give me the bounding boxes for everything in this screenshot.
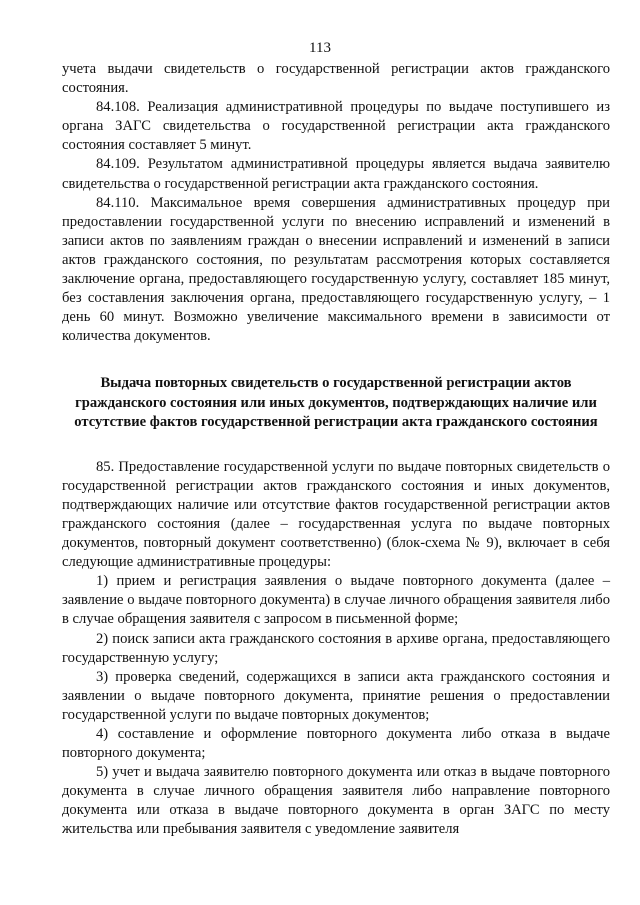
paragraph-84-110: 84.110. Максимальное время совершения административных процедур при предоставлении государственной услуги по внесению исправлений и изменений в записи актов по заявлениям граждан о внесении исправлений и изменений в записи актов гражданского состояния, по результатам рассмотрения которых составляется заключение органа, предоставляющего государственную услугу, составляет 185 минут, без составления заключения органа, предоставляющего государственную услугу, – 1 день 60 минут. Возможно увеличение максимального времени в зависимости от количества документов. [62,194,610,345]
list-item-3: 3) проверка сведений, содержащихся в записи акта гражданского состояния и заявлении о выдаче повторного документа, принятие решения о предоставлении государственной услуги по выдаче повторных документов; [62,668,610,723]
paragraph-84-108: 84.108. Реализация административной процедуры по выдаче поступившего из органа ЗАГС свидетельства о государственной регистрации акта гражданского состояния составляет 5 минут. [62,99,610,154]
list-item-5: 5) учет и выдача заявителю повторного документа или отказ в выдаче повторного документа в случае личного обращения заявителя либо направление повторного документа или отказа в выдаче повторного документа в орган ЗАГС по месту жительства или пребывания заявителя с уведомление заявителя [62,764,610,838]
document-body [62,60,610,840]
list-item-2: 2) поиск записи акта гражданского состояния в архиве органа, предоставляющего государственную услугу; [62,630,610,666]
list-item-1: 1) прием и регистрация заявления о выдаче повторного документа (далее – заявление о выдаче повторного документа) в случае личного обращения заявителя либо в случае обращения заявителя с запросом в письменной форме; [62,573,610,628]
list-item-4: 4) составление и оформление повторного документа либо отказа в выдаче повторного документа; [62,726,610,762]
page-number: 113 [309,40,331,56]
paragraph-85: 85. Предоставление государственной услуги по выдаче повторных свидетельств о государственной регистрации актов гражданского состояния и иных документов, подтверждающих наличие или отсутствие фактов государственной регистрации актов гражданского состояния (далее – государственная услуга по выдаче повторных документов, повторный документ соответственно) (блок-схема № 9), включает в себя следующие административные процедуры: [62,458,610,571]
section-heading: Выдача повторных свидетельств о государственной регистрации актов гражданского состояния или иных документов, подтверждающих наличие или отсутствие фактов государственной регистрации акта гражданского состояния [74,375,598,430]
paragraph-continuation: учета выдачи свидетельств о государственной регистрации актов гражданского состояния. [62,61,610,97]
paragraph-84-109: 84.109. Результатом административной процедуры является выдача заявителю свидетельства о государственной регистрации акта гражданского состояния. [62,156,610,192]
